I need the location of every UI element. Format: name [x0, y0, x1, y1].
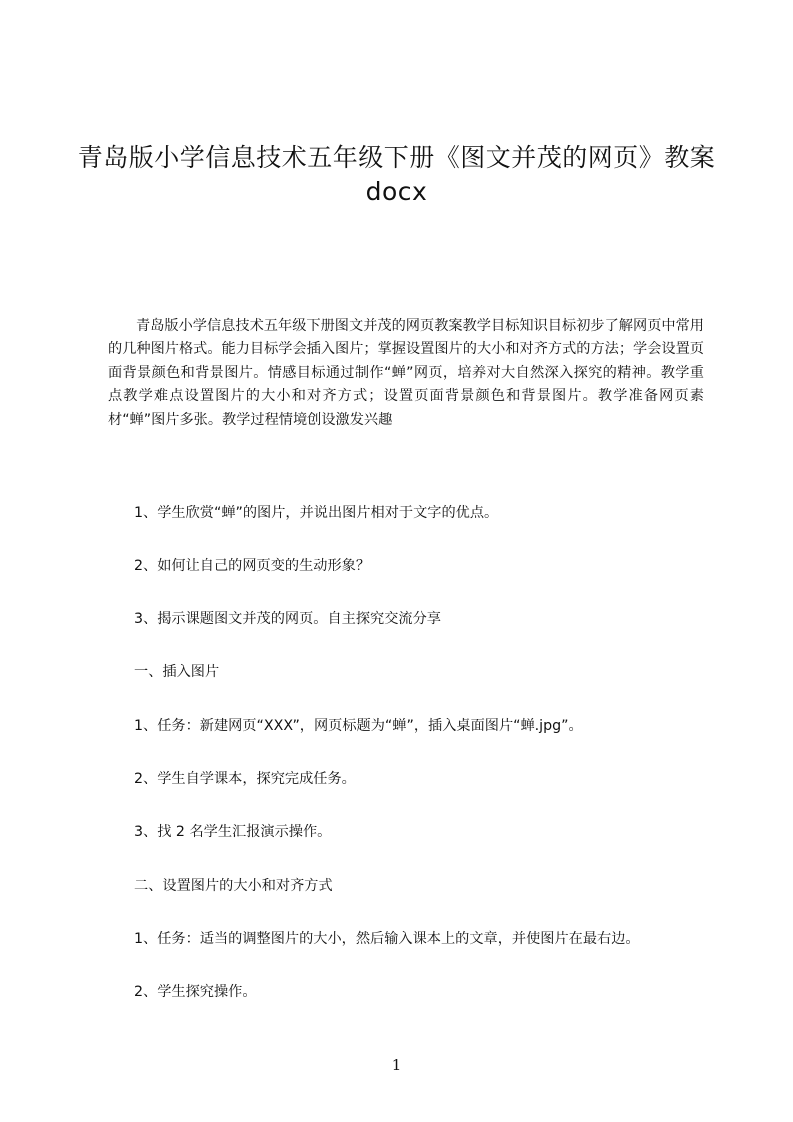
- section-heading-1: 一、插入图片: [134, 664, 220, 680]
- paragraph-6: 3、找 2 名学生汇报演示操作。: [134, 824, 332, 840]
- paragraph-8: 2、学生探究操作。: [134, 984, 257, 1000]
- page-number: 1: [391, 1056, 402, 1074]
- intro-paragraph: 青岛版小学信息技术五年级下册图文并茂的网页教案教学目标知识目标初步了解网页中常用的几种图片格式。能力目标学会插入图片；掌握设置图片的大小和对齐方式的方法；学会设置页面背景颜色和背景图片。情感目标通过制作“蝉”网页，培养对大自然深入探究的精神。教学重点教学难点设置图片的大小和对齐方式；设置页面背景颜色和背景图片。教学准备网页素材“蝉”图片多张。教学过程情境创设激发兴趣: [108, 318, 704, 428]
- paragraph-2: 2、如何让自己的网页变的生动形象？: [134, 558, 371, 574]
- paragraph-7: 1、任务：适当的调整图片的大小，然后输入课本上的文章，并使图片在最右边。: [134, 931, 640, 947]
- title-line-1: 青岛版小学信息技术五年级下册《图文并茂的网页》教案: [77, 143, 716, 172]
- document-title: [60, 141, 733, 209]
- paragraph-5: 2、学生自学课本，探究完成任务。: [134, 771, 356, 787]
- paragraph-1: 1、学生欣赏“蝉”的图片，并说出图片相对于文字的优点。: [134, 505, 499, 521]
- section-heading-2: 二、设置图片的大小和对齐方式: [134, 878, 333, 894]
- paragraph-3: 3、揭示课题图文并茂的网页。自主探究交流分享: [134, 611, 441, 627]
- title-line-2: docx: [365, 177, 428, 206]
- paragraph-4: 1、任务：新建网页“XXX”，网页标题为“蝉”，插入桌面图片“蝉.jpg”。: [134, 718, 583, 734]
